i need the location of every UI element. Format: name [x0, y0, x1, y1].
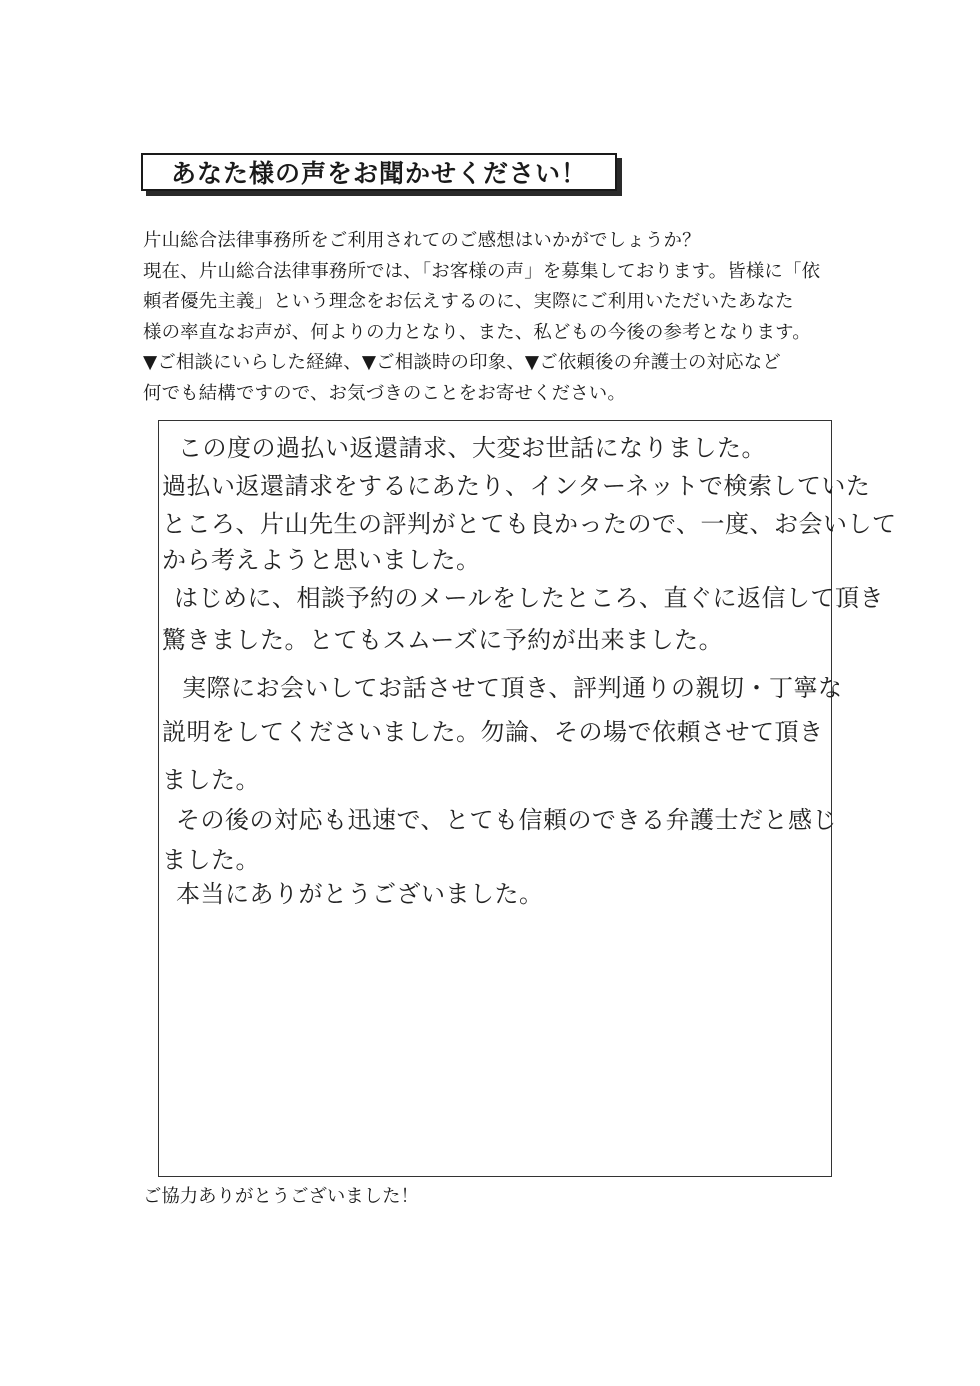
- handwritten-line: ました。: [162, 766, 260, 794]
- intro-line: 何でも結構ですので、お気づきのことをお寄せください。: [143, 382, 626, 404]
- handwritten-line: 本当にありがとうございました。: [176, 880, 544, 908]
- handwritten-line: 実際にお会いしてお話させて頂き、評判通りの親切・丁寧な: [182, 674, 843, 702]
- title-banner: [141, 153, 619, 193]
- handwritten-line: ました。: [162, 846, 260, 874]
- intro-line: 現在、片山総合法律事務所では、「お客様の声」を募集しております。皆様に「依: [143, 260, 821, 282]
- intro-text: [143, 226, 853, 410]
- handwritten-line: この度の過払い返還請求、大変お世話になりました。: [178, 434, 766, 462]
- handwritten-line: 説明をしてくださいました。勿論、その場で依頼させて頂き: [162, 718, 824, 746]
- intro-line: 片山総合法律事務所をご利用されてのご感想はいかがでしょうか？: [143, 230, 701, 251]
- handwritten-line: その後の対応も迅速で、とても信頼のできる弁護士だと感じ: [176, 806, 838, 834]
- handwritten-line: から考えようと思いました。: [162, 546, 481, 574]
- handwritten-line: ところ、片山先生の評判がとても良かったので、一度、お会いして: [162, 510, 897, 538]
- page-title: あなた様の声をお聞かせください！: [141, 153, 617, 191]
- intro-line: ▼ご相談にいらした経緯、▼ご相談時の印象、▼ご依頼後の弁護士の対応など: [143, 352, 781, 374]
- handwritten-line: 過払い返還請求をするにあたり、インターネットで検索していた: [162, 472, 871, 500]
- intro-line: 様の率直なお声が、何よりの力となり、また、私どもの今後の参考となります。: [143, 321, 811, 343]
- closing-message: ご協力ありがとうございました！: [143, 1186, 419, 1207]
- intro-line: 頼者優先主義」という理念をお伝えするのに、実際にご利用いただいたあなた: [143, 291, 794, 313]
- handwritten-line: はじめに、相談予約のメールをしたところ、直ぐに返信して頂き: [174, 584, 885, 612]
- handwritten-line: 驚きました。とてもスムーズに予約が出来ました。: [162, 626, 724, 654]
